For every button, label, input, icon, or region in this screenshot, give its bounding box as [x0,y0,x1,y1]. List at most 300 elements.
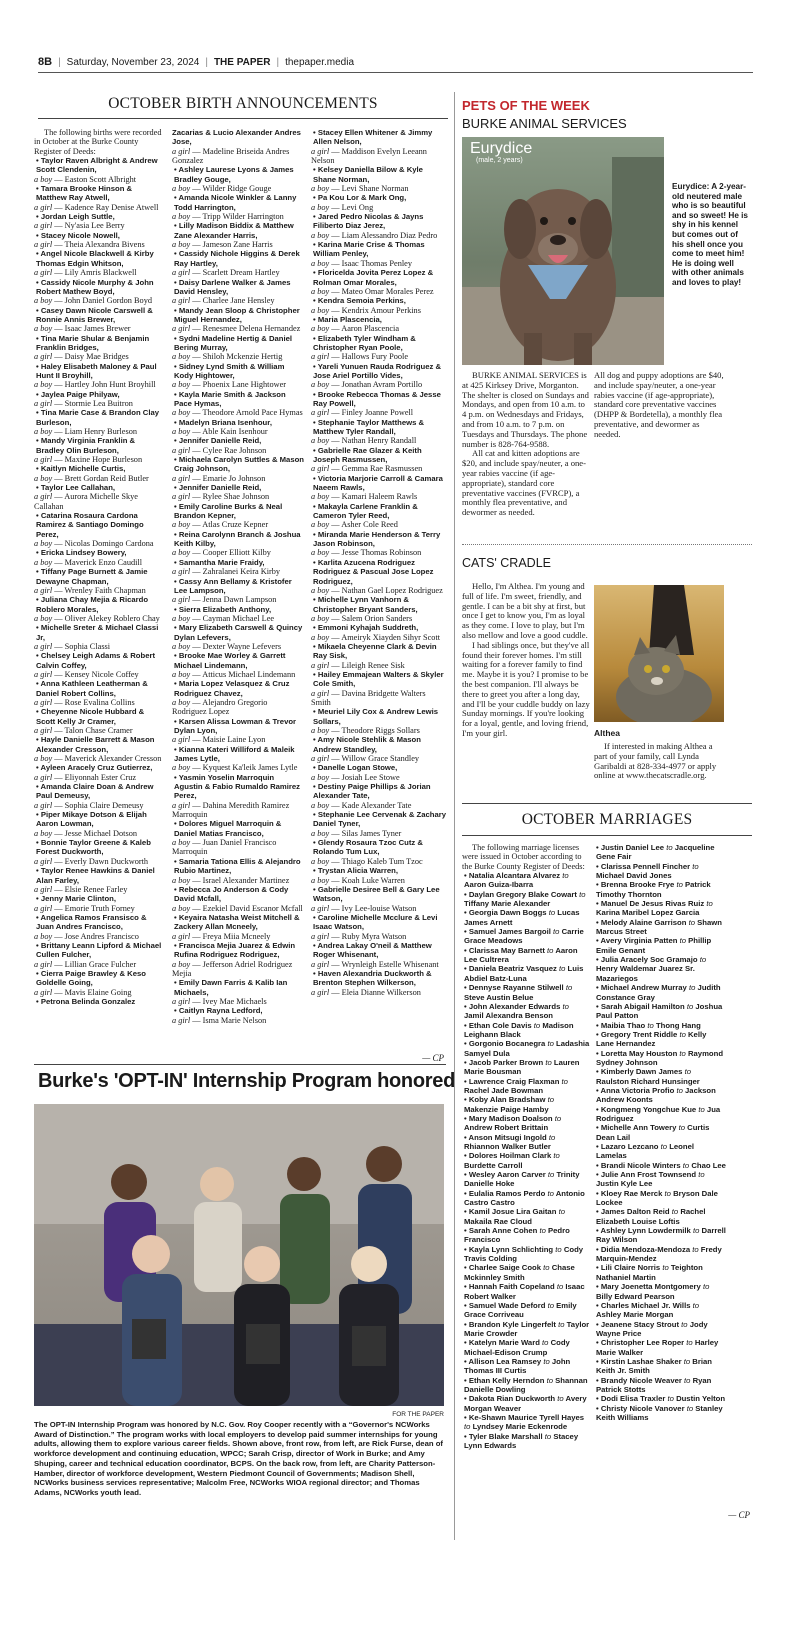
dash-separator: — [190,212,203,222]
birth-entry [34,464,164,483]
birth-entry [311,128,446,165]
child-name: Israel Alexander Martinez [202,875,290,885]
marriage-joiner: to [565,983,573,993]
marriage-couple [462,1189,590,1208]
marriage-couple [462,1413,590,1432]
dash-separator: — [52,174,65,184]
spouse-2: Cody Travis Colding [464,1244,584,1264]
spouse-2: Henry Waldemar Juarez Sr. Mazariegos [596,964,695,983]
marriage-joiner: to [548,908,556,918]
spouse-2: Ladashia Samyel Dula [464,1039,590,1058]
birth-gender: a boy [34,174,53,184]
marriage-couple [594,1021,726,1030]
dash-separator: — [190,838,203,848]
dash-separator: — [190,875,203,885]
bas-cat-adoptions: All cat and kitten adoptions are $20, and include spay/neuter, a one-year rabies vaccine (if age-appropriate), standard core preventative vaccines (FVRCP), a monthly flea preventative, and dewormer as needed. [462,448,586,518]
birth-child [34,352,164,361]
spouse-1: Mary Madison Doalson [468,1113,553,1123]
child-name: Talon Chase Cramer [64,726,133,735]
birth-entry [172,334,304,362]
birth-entry [34,362,164,390]
spouse-2: Aaron Guiza-Ibarra [464,880,534,890]
birth-gender: a girl [172,324,191,334]
child-name: Ezekiel David Escanor Mcfall [202,903,303,913]
child-name: Dexter Wayne Lefevers [202,641,282,651]
child-name: Maisie Laine Lyon [202,735,266,745]
child-name: Ivey Mae Michaels [202,996,267,1006]
child-name: Wrenley Faith Chapman [64,585,146,595]
dash-separator: — [329,352,342,362]
birth-parents: • Destiny Paige Phillips & Jorian Alexander Tate, [311,782,446,801]
birth-child [34,614,164,623]
birth-entry [172,221,304,249]
birth-entry [311,315,446,334]
marriages-top-rule [462,803,752,804]
dash-separator: — [52,240,65,250]
birth-child [34,203,164,212]
dash-separator: — [190,1015,203,1025]
birth-gender: a girl [34,884,53,894]
dash-separator: — [329,258,342,268]
child-name: Eliyonnah Ester Cruz [64,772,137,782]
dog-photo [462,137,664,365]
birth-child [172,352,304,361]
child-name: Salem Orion Sanders [341,613,413,623]
dash-separator: — [329,436,342,446]
dash-separator: — [190,903,203,913]
birth-child [34,726,164,735]
child-name: Able Kain Isenhour [202,427,268,436]
birth-parents: • Kaitlyn Michelle Curtis, [34,464,164,473]
dash-separator: — [190,669,203,679]
marriages-intro: The following marriage licenses were issued in October according to the Burke County Register of Deeds: [462,843,585,871]
births-column-2 [172,128,304,1076]
spouse-1: Samuel Wade Deford [468,1300,546,1310]
marriage-joiner: to [539,1226,546,1236]
birth-child [34,773,164,782]
birth-gender: a boy [172,352,191,362]
birth-parents: • Victoria Marjorie Carroll & Camara Naeem Rawls, [311,474,446,493]
marriage-couple [594,1376,726,1395]
birth-parents: • Taylor Renee Hawkins & Daniel Alan Farley, [34,866,164,885]
spouse-2: Dustin Yelton [676,1394,726,1404]
child-name: Ivy Lee-louise Watson [341,903,417,913]
marriage-joiner: to [686,1338,693,1348]
birth-entry [172,605,304,624]
dog-photo-age: (male, 2 years) [476,157,523,164]
child-name: Tripp Wilder Harrington [202,212,284,222]
birth-gender: a girl [172,268,191,278]
child-name: Oliver Alekey Roblero Chay [64,613,160,623]
spouse-2: Luis Abdiel Batz-Luna [464,964,584,983]
dash-separator: — [52,221,65,231]
marriage-couple [594,1245,726,1264]
birth-parents: • Makayla Carlene Franklin & Cameron Tyler Reed, [311,502,446,521]
cat-illustration [594,585,724,722]
dash-separator: — [52,380,65,390]
birth-child [311,633,446,642]
spouse-2: Patrick Timothy Thornton [596,880,711,899]
marriage-joiner: to [558,1319,565,1329]
marriage-entry [594,1142,726,1161]
birth-gender: a girl [34,268,53,278]
marriage-joiner: to [699,955,707,965]
birth-gender: a boy [34,828,53,838]
site-link[interactable]: thepaper.media [285,56,355,68]
birth-entry [172,249,304,277]
birth-parents: • Francisca Mejia Juarez & Edwin Rufina Rodriguez Rodriguez, [172,941,304,960]
marriage-joiner: to [558,964,566,974]
spouse-2: Shannan Danielle Dowling [464,1375,588,1394]
birth-entry [172,418,304,437]
birth-child [172,474,304,483]
child-name: Kade Alexander Tate [341,800,412,810]
spouse-1: Brenna Brooke Frye [600,880,675,890]
dash-separator: — [329,828,342,838]
dash-separator: — [190,445,203,455]
birth-parents: • Emily Caroline Burks & Neal Brandon Kepner, [172,502,304,521]
child-name: Atlas Cruze Kepner [202,520,269,530]
dash-separator: — [190,268,203,278]
birth-parents: • Catarina Rosaura Cardona Ramirez & Santiago Domingo Perez, [34,511,164,539]
child-name: Nathan Henry Randall [341,436,417,446]
birth-child [311,904,446,913]
marriage-entry [594,1226,726,1245]
child-name: Wrynleigh Estelle Whisenant [341,959,439,969]
birth-parents: • Angel Nicole Blackwell & Kirby Thomas Edgin Whitson, [34,249,164,268]
marriage-couple [462,1114,590,1133]
child-name: Emorie Truth Forney [64,903,135,913]
birth-child [34,904,164,913]
birth-gender: a girl [34,987,53,997]
birth-child [172,446,304,455]
birth-parents: • Ashley Laurese Lyons & James Bradley Gouge, [172,165,304,184]
spouse-1: Clarissa May Barnett [468,945,545,955]
marriage-joiner: to [692,1226,700,1236]
birth-child [311,259,446,268]
birth-entry [34,390,164,409]
internship-headline: Burke's 'OPT-IN' Internship Program honored [38,1070,455,1092]
dash-separator: — [329,632,342,642]
cat-text [462,582,590,739]
column-divider [454,92,455,1540]
dash-separator: — [52,585,65,595]
birth-parents: • Karina Marie Crise & Thomas William Penley, [311,240,446,259]
birth-entry [311,212,446,240]
marriage-entry [594,899,726,918]
marriage-joiner: to [681,1319,688,1329]
dash-separator: — [52,856,65,866]
birth-entry [172,558,304,577]
child-name: Nicolas Domingo Cardona [64,539,154,549]
birth-gender: a boy [172,697,191,707]
marriage-entry [462,1226,590,1245]
birth-gender: a boy [311,324,330,334]
dash-separator: — [190,146,203,156]
birth-parents: • Jennifer Danielle Reid, [172,483,304,492]
child-name: Rose Evalina Collins [64,697,135,707]
birth-entry [172,390,304,418]
spouse-2: Brian Keith Jr. Smith [596,1356,712,1376]
dash-separator: — [329,726,342,735]
dash-separator: — [329,548,342,558]
spouse-1: Daylan Gregory Blake Cowart [468,889,577,899]
spouse-1: Justin Daniel Lee [600,843,665,852]
birth-gender: a boy [34,380,53,390]
spouse-1: Koby Alan Bradshaw [468,1095,546,1105]
birth-entry [172,128,304,165]
spouse-1: Mary Joenetta Montgomery [600,1282,701,1292]
birth-parents: • Andrea Lakay O'neil & Matthew Roger Whisenant, [311,941,446,960]
child-name: Silas James Tyner [341,828,402,838]
marriage-joiner: to [684,1375,691,1385]
dash-separator: — [52,828,65,838]
birth-child [311,147,446,166]
child-name: Finley Joanne Powell [341,408,414,418]
spouse-2: Shawn Marcus Street [596,917,722,937]
birth-child [172,763,304,772]
birth-gender: a boy [311,828,330,838]
birth-child [311,287,446,296]
cat-contact-block [594,742,726,781]
spouse-1: Brandy Nicole Weaver [600,1375,682,1385]
spouse-2: Emily Grace Corriveau [464,1300,577,1320]
birth-parents: • Mandy Jean Sloop & Christopher Miguel Hernandez, [172,306,304,325]
birth-entry [172,1006,304,1025]
dash-separator: — [329,754,342,764]
birth-parents: • Maria Plascencia, [311,315,446,324]
birth-gender: a boy [311,632,330,642]
spouse-1: Lawrence Craig Flaxman [468,1076,560,1086]
child-name: Everly Dawn Duckworth [64,856,149,866]
spouse-1: Jacob Parker Brown [468,1057,544,1067]
birth-gender: a boy [34,427,53,436]
marriage-couple [594,1002,726,1021]
child-name: Hartley John Hunt Broyhill [64,380,156,390]
marriage-entry [462,1245,590,1264]
birth-entry [34,436,164,464]
marriage-couple [594,880,726,899]
marriage-entry [462,1039,590,1058]
birth-entry [311,707,446,735]
marriage-joiner: to [579,889,586,899]
spouse-1: Sarah Abigail Hamilton [600,1001,685,1011]
birth-entry [34,184,164,212]
dash-separator: — [190,567,203,577]
birth-child [34,857,164,866]
child-name: Maverick Alexander Cresson [64,754,162,764]
births-rule [38,118,448,119]
spouse-2: Thong Hang [655,1020,701,1030]
birth-child [172,670,304,679]
birth-entry [172,745,304,773]
spouse-2: Avery Morgan Weaver [464,1394,587,1413]
child-name: Wilder Ridge Gouge [202,184,272,194]
birth-gender: a girl [172,567,191,577]
dash-separator: — [190,735,203,745]
bas-info: BURKE ANIMAL SERVICES is at 425 Kirksey Drive, Morganton. The shelter is closed on Sundays and Mondays, and open from 10 a.m. to 4 p.m. on Wednesdays and Fridays, and from 10 a.m. to 7 p.m. on Tuesdays and Thursdays. The phone number is 828-764-9588. [462,370,589,449]
birth-parents: • Dolores Miguel Marroquin & Daniel Matias Francisco, [172,819,304,838]
birth-parents: • Taylor Raven Albright & Andrew Scott Clendenin, [34,156,164,175]
birth-child [172,801,304,820]
spouse-1: Gorgonio Bocanegra [468,1039,546,1049]
birth-parents: • Mandy Virginia Franklin & Bradley Olin Burleson, [34,436,164,455]
dash-separator: — [329,800,342,810]
dash-separator: — [329,613,342,623]
dash-separator: — [329,959,342,969]
child-name: Josiah Lee Stowe [341,772,400,782]
birth-entry [34,969,164,997]
birth-child [311,548,446,557]
dash-separator: — [190,324,203,334]
marriage-couple [594,983,726,1002]
spouse-2: Stanley Keith Williams [596,1403,723,1422]
marriage-joiner: to [698,1170,705,1180]
birth-entry [34,595,164,623]
dash-separator: — [52,352,65,362]
birth-entry [34,651,164,679]
dash-separator: — [329,688,342,698]
spouse-2: Jacqueline Gene Fair [596,843,715,862]
birth-parents: • Glendy Rosaura Tzoc Cutz & Rolando Tum Lux, [311,838,446,857]
dash-separator: — [190,184,203,194]
marriage-couple [462,1077,590,1096]
marriages-signoff: — CP [728,1510,750,1520]
birth-parents: • Michelle Lynn Vanhorn & Christopher Bryant Sanders, [311,595,446,614]
spouse-1: Tyler Blake Marshall [468,1431,543,1441]
spouse-2: Judith Constance Gray [596,983,721,1002]
birth-gender: a girl [172,296,191,306]
marriage-entry [594,1404,726,1423]
birth-gender: a boy [34,539,53,549]
births-column-3 [311,128,446,1052]
birth-child [311,380,446,389]
birth-parents: • Amanda Nicole Winkler & Lanny Todd Harrington, [172,193,304,212]
birth-entry [311,390,446,418]
marriage-entry [462,1189,590,1208]
marriage-couple [462,983,590,1002]
cat-caption: Althea [594,728,620,738]
birth-child [34,801,164,810]
marriage-joiner: to [547,945,554,955]
birth-parents: • Tamara Brooke Hinson & Matthew Ray Atwell, [34,184,164,203]
marriage-joiner: to [686,1403,694,1413]
birth-gender: a girl [34,856,53,866]
child-name: Kadence Ray Denise Atwell [64,202,159,212]
birth-child [34,642,164,651]
spouse-2: Kelly Lane Hernandez [596,1029,707,1049]
marriage-couple [594,1226,726,1245]
spouse-1: Lazaro Lezcano [600,1142,659,1151]
marriage-couple [594,1170,726,1189]
dash-separator: — [52,268,65,278]
birth-entry [311,268,446,296]
birth-child [172,268,304,277]
child-name: Levi Ong [341,202,374,212]
spouse-1: Ethan Cole Davis [468,1020,532,1030]
birth-entry [311,838,446,866]
birth-gender: a boy [172,184,191,194]
marriage-couple [462,964,590,983]
spouse-2: Phillip Emile Genant [596,936,712,955]
birth-entry [34,511,164,548]
birth-parents: • Jared Pedro Nicolas & Jayns Filiberto Diaz Jerez, [311,212,446,231]
birth-gender: a boy [311,520,330,530]
birth-parents: • Jennifer Danielle Reid, [172,436,304,445]
birth-parents: • Tiffany Page Burnett & Jamie Dewayne Chapman, [34,567,164,586]
marriage-couple [594,899,726,918]
spouse-1: Brandon Kyle Lingerfelt [468,1319,556,1329]
birth-child [311,661,446,670]
birth-child [34,399,164,408]
marriage-joiner: to [698,1104,705,1114]
birth-child [172,212,304,221]
child-name: Levi Shane Norman [341,184,409,194]
marriage-entry [594,1170,726,1189]
birth-child [311,857,446,866]
birth-entry [311,193,446,212]
spouse-2: Curtis Dean Lail [596,1123,710,1142]
child-name: Jefferson Adriel Rodriguez Mejia [172,959,293,978]
spouse-2: Andrew Robert Brittain [464,1123,549,1133]
marriage-entry [594,955,726,983]
child-name: Cayman Michael Lee [202,613,275,623]
spouse-2: John Thomas III Curtis [464,1356,571,1376]
birth-gender: a girl [34,726,53,735]
birth-child [172,642,304,651]
marriage-entry [462,1263,590,1282]
birth-gender: a girl [311,688,330,698]
marriage-couple [594,1404,726,1423]
birth-parents: • Daisy Darlene Walker & James David Hensley, [172,278,304,297]
birth-gender: a girl [311,146,330,156]
marriage-entry [462,1077,590,1096]
birth-gender: a girl [311,959,330,969]
child-name: Isaac James Brewer [64,324,131,334]
marriage-joiner: to [706,899,713,909]
spouse-2: Raulston Richard Hunsinger [596,1076,700,1086]
birth-entry [311,362,446,390]
birth-gender: a girl [172,1015,191,1025]
marriage-couple [462,1320,590,1339]
child-name: Jose Andres Francisco [64,931,139,941]
birth-parents: • Stephanie Taylor Matthews & Matthew Tyler Randall, [311,418,446,437]
birth-parents: • Cierra Paige Brawley & Keso Goldelle Going, [34,969,164,988]
birth-entry [34,231,164,250]
birth-gender: a girl [172,800,191,810]
spouse-1: Manuel De Jesus Rivas Ruiz [600,899,705,909]
marriage-joiner: to [662,1263,669,1273]
child-name: Phoenix Lane Hightower [202,380,287,390]
birth-gender: a girl [172,735,191,745]
marriage-couple [462,1207,590,1226]
dash-separator: — [52,754,65,764]
child-name: Emarie Jo Johnson [202,473,266,483]
birth-entry [34,866,164,894]
marriage-joiner: to [546,1375,553,1385]
birth-entry [172,773,304,820]
birth-parents: • Maria Lopez Velasquez & Cruz Rodriguez Chavez, [172,679,304,698]
marriage-entry [594,1123,726,1142]
child-name: Jesse Michael Dotson [64,828,138,838]
child-name: Elsie Renee Farley [64,884,128,894]
birth-child [311,988,446,997]
marriage-entry [594,843,726,862]
birth-parents: • Trystan Alicia Warren, [311,866,446,875]
birth-child [172,997,304,1006]
spouse-2: Tiffany Marie Alexander [464,899,551,909]
marriage-joiner: to [544,1431,552,1441]
